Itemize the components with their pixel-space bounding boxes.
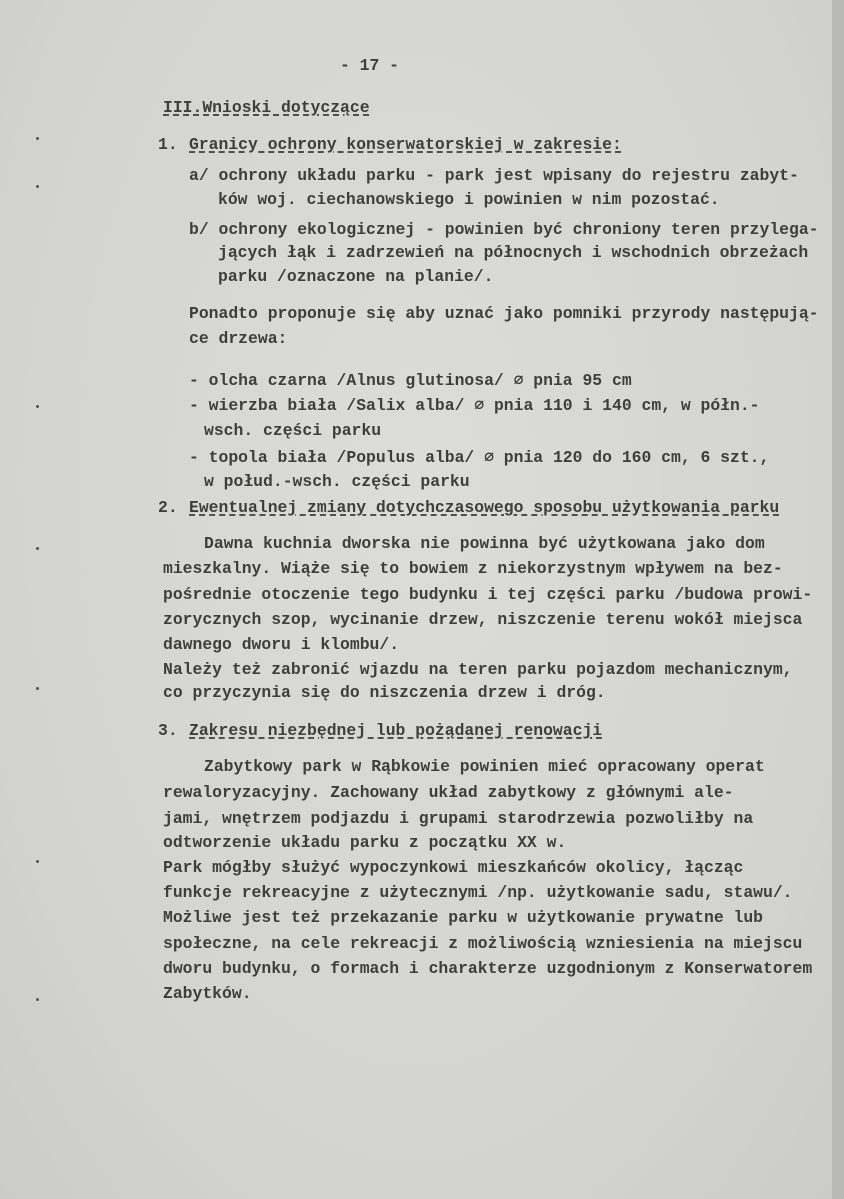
text-line: dworu budynku, o formach i charakterze uzgodnionym z Konserwatorem [163,959,813,978]
section-number: 2. [158,498,178,517]
text-line: ków woj. ciechanowskiego i powinien w nim pozostać. [218,190,720,209]
text-line: b/ ochrony ekologicznej - powinien być chroniony teren przylega- [189,220,819,239]
text-line: Ponadto proponuje się aby uznać jako pomniki przyrody następują- [189,304,819,323]
text-line: jami, wnętrzem podjazdu i grupami starodrzewia pozwoliłby na [163,809,754,828]
text-line: w połud.-wsch. części parku [204,472,470,491]
section-number: 3. [158,721,178,740]
text-line: Możliwe jest też przekazanie parku w użytkowanie prywatne lub [163,908,763,927]
chapter-heading: III.Wnioski dotyczące [163,98,370,117]
text-line: Zabytków. [163,984,252,1003]
text-line: wsch. części parku [204,421,382,440]
text-line: ce drzewa: [189,329,288,348]
text-line: Należy też zabronić wjazdu na teren parku pojazdom mechanicznym, [163,660,793,679]
section-title: Zakresu niezbędnej lub pożądanej renowacji [189,721,603,740]
binding-mark [36,185,39,188]
text-line: społeczne, na cele rekreacji z możliwością wzniesienia na miejscu [163,934,803,953]
text-line: dawnego dworu i klombu/. [163,635,400,654]
page-number: - 17 - [340,56,400,75]
text-line: Zabytkowy park w Rąbkowie powinien mieć opracowany operat [204,757,765,776]
binding-mark [36,687,39,690]
text-line: jących łąk i zadrzewień na północnych i wschodnich obrzeżach [218,243,809,262]
section-title: Ewentualnej zmiany dotychczasowego sposobu użytkowania parku [189,498,780,517]
text-line: pośrednie otoczenie tego budynku i tej części parku /budowa prowi- [163,585,813,604]
list-item: - olcha czarna /Alnus glutinosa/ ∅ pnia 95 cm [189,371,632,390]
text-line: a/ ochrony układu parku - park jest wpisany do rejestru zabyt- [189,166,799,185]
text-line: co przyczynia się do niszczenia drzew i dróg. [163,683,606,702]
text-line: odtworzenie układu parku z początku XX w. [163,833,567,852]
binding-mark [36,405,39,408]
section-number: 1. [158,135,178,154]
text-line: zorycznych szop, wycinanie drzew, niszczenie terenu wokół miejsca [163,610,803,629]
text-line: Park mógłby służyć wypoczynkowi mieszkańców okolicy, łącząc [163,858,744,877]
binding-mark [36,860,39,863]
text-line: mieszkalny. Wiąże się to bowiem z niekorzystnym wpływem na bez- [163,559,783,578]
text-line: parku /oznaczone na planie/. [218,267,494,286]
list-item: - wierzba biała /Salix alba/ ∅ pnia 110 i 140 cm, w półn.- [189,396,760,415]
page-edge [832,0,844,1199]
binding-mark [36,137,39,140]
text-line: rewaloryzacyjny. Zachowany układ zabytkowy z głównymi ale- [163,783,734,802]
text-line: funkcje rekreacyjne z użytecznymi /np. użytkowanie sadu, stawu/. [163,883,793,902]
list-item: - topola biała /Populus alba/ ∅ pnia 120 do 160 cm, 6 szt., [189,448,770,467]
text-line: Dawna kuchnia dworska nie powinna być użytkowana jako dom [204,534,765,553]
binding-mark [36,998,39,1001]
section-title: Granicy ochrony konserwatorskiej w zakresie: [189,135,622,154]
binding-mark [36,547,39,550]
